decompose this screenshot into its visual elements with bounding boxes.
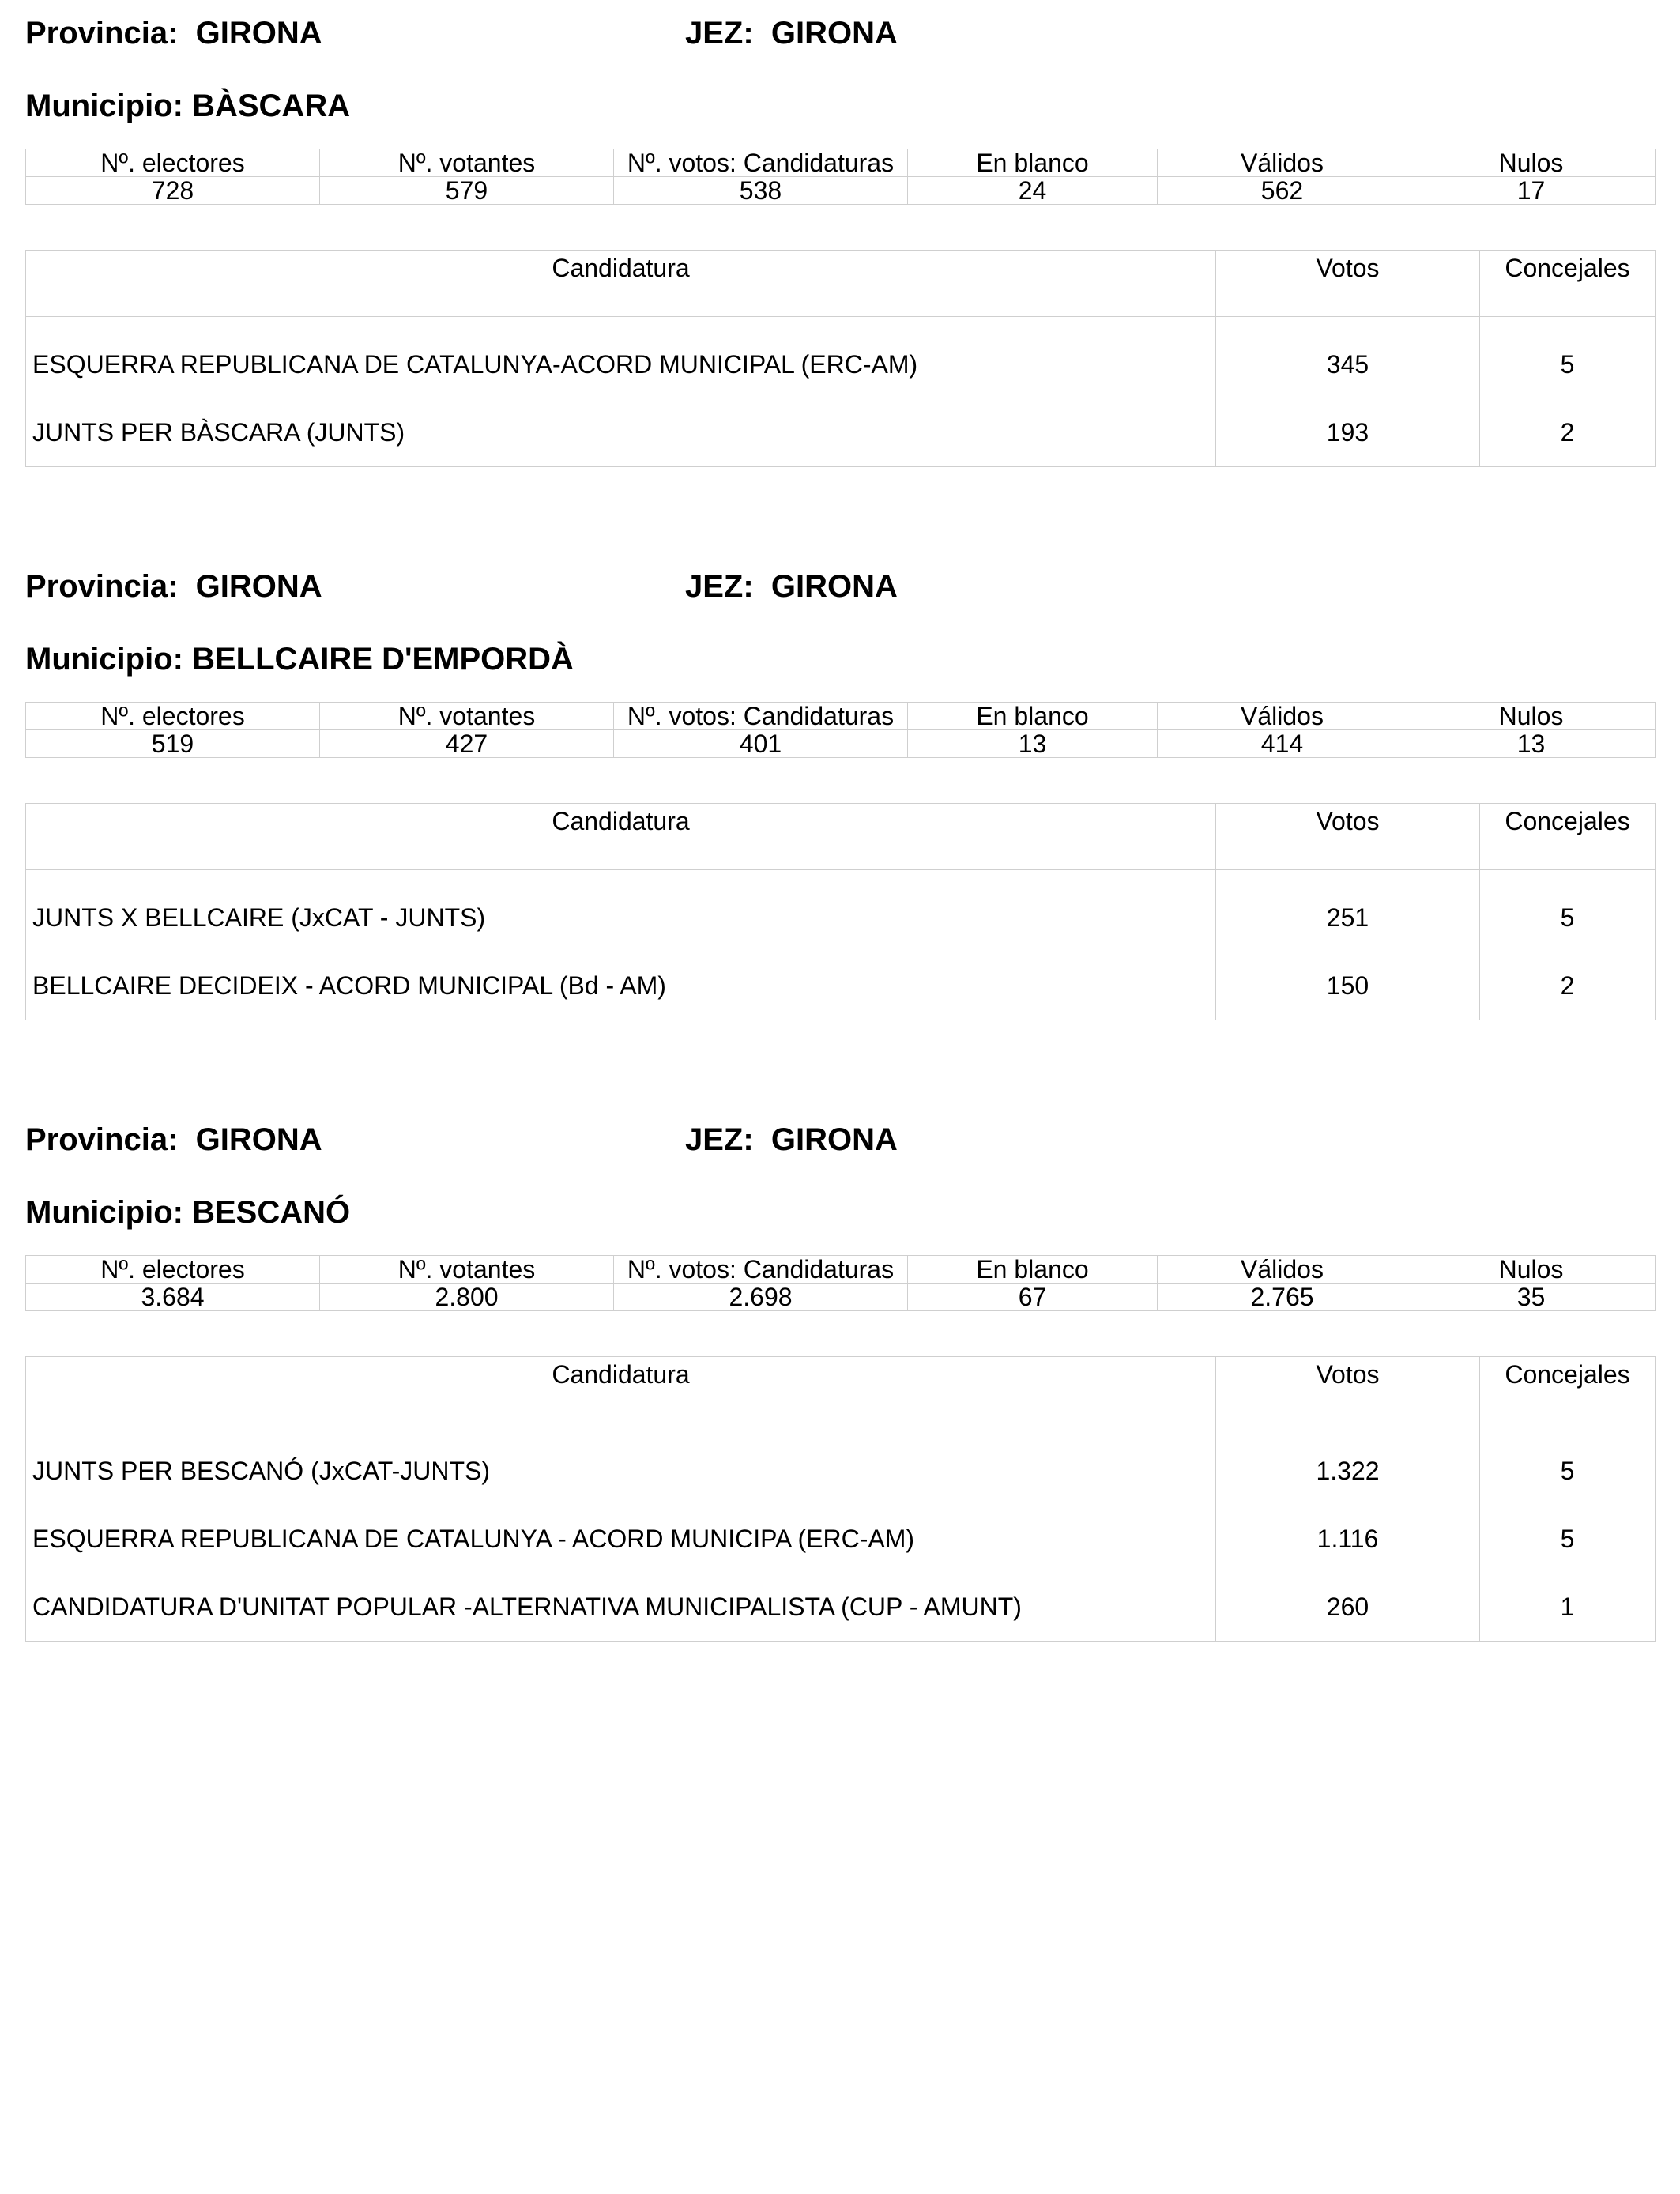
votos-value: 1.322: [1216, 1423, 1480, 1506]
votos-value: 1.116: [1216, 1505, 1480, 1573]
municipio-heading: [25, 642, 574, 677]
candidatura-name: CANDIDATURA D'UNITAT POPULAR -ALTERNATIVA MUNICIPALISTA (CUP - AMUNT): [32, 1592, 1022, 1621]
stats-table: [25, 1255, 1656, 1311]
candidatura-header: Candidatura: [26, 804, 1216, 870]
concejales-value: 5: [1480, 870, 1656, 952]
provincia-value: GIRONA: [195, 1122, 322, 1157]
section-header: [25, 569, 1655, 616]
stats-header: Nº. votos: Candidaturas: [614, 149, 908, 177]
municipio-label: Municipio:: [25, 1195, 183, 1230]
stats-value: 35: [1407, 1284, 1656, 1311]
jez-heading: [685, 569, 898, 605]
stats-value: 13: [908, 730, 1158, 758]
stats-value: 414: [1158, 730, 1407, 758]
stats-header: Nº. electores: [26, 1256, 320, 1284]
municipio-heading: [25, 1195, 350, 1231]
votos-value: 150: [1216, 952, 1480, 1020]
stats-table: [25, 702, 1656, 758]
jez-heading: [685, 16, 898, 51]
stats-header: Válidos: [1158, 1256, 1407, 1284]
table-row: [26, 317, 1656, 399]
table-row: [26, 1573, 1656, 1642]
section-bescano: [25, 1122, 1655, 1621]
votos-header: Votos: [1216, 804, 1480, 870]
municipio-label: Municipio:: [25, 642, 183, 677]
stats-value: 17: [1407, 177, 1656, 205]
stats-value: 13: [1407, 730, 1656, 758]
candidatura-name: JUNTS X BELLCAIRE (JxCAT - JUNTS): [32, 903, 486, 932]
stats-table: [25, 149, 1656, 205]
section-bascara: [25, 16, 1655, 447]
stats-value-row: [26, 177, 1656, 205]
stats-header: Nº. votos: Candidaturas: [614, 1256, 908, 1284]
stats-value: 2.698: [614, 1284, 908, 1311]
stats-value: 401: [614, 730, 908, 758]
stats-header: Nº. votos: Candidaturas: [614, 703, 908, 730]
stats-header: Nº. votantes: [320, 703, 614, 730]
jez-value: GIRONA: [770, 16, 898, 51]
jez-heading: [685, 1122, 898, 1158]
concejales-value: 5: [1480, 317, 1656, 399]
stats-value-row: [26, 730, 1656, 758]
table-row: [26, 398, 1656, 467]
concejales-header: Concejales: [1480, 1357, 1656, 1423]
table-row: [26, 1423, 1656, 1506]
concejales-value: 5: [1480, 1505, 1656, 1573]
stats-header: Nulos: [1407, 1256, 1656, 1284]
jez-label: JEZ:: [685, 16, 754, 51]
jez-label: JEZ:: [685, 1122, 754, 1157]
concejales-value: 5: [1480, 1423, 1656, 1506]
stats-value: 538: [614, 177, 908, 205]
stats-header: Válidos: [1158, 149, 1407, 177]
provincia-heading: [25, 569, 322, 605]
stats-value-row: [26, 1284, 1656, 1311]
stats-value: 562: [1158, 177, 1407, 205]
stats-header: Nº. votantes: [320, 1256, 614, 1284]
jez-value: GIRONA: [770, 569, 898, 604]
candidatura-name: ESQUERRA REPUBLICANA DE CATALUNYA-ACORD MUNICIPAL (ERC-AM): [32, 349, 918, 379]
votos-value: 260: [1216, 1573, 1480, 1642]
section-bellcaire: [25, 569, 1655, 1000]
provincia-label: Provincia:: [25, 16, 179, 51]
candidatura-name: BELLCAIRE DECIDEIX - ACORD MUNICIPAL (Bd - AM): [32, 971, 666, 1000]
candidaturas-header-row: [26, 251, 1656, 317]
municipio-value: BESCANÓ: [192, 1195, 351, 1230]
stats-header-row: [26, 149, 1656, 177]
candidaturas-table: [25, 803, 1656, 1020]
concejales-header: Concejales: [1480, 251, 1656, 317]
candidatura-name: JUNTS PER BESCANÓ (JxCAT-JUNTS): [32, 1456, 490, 1485]
stats-header: En blanco: [908, 703, 1158, 730]
candidatura-header: Candidatura: [26, 251, 1216, 317]
jez-value: GIRONA: [770, 1122, 898, 1157]
provincia-label: Provincia:: [25, 569, 179, 604]
concejales-header: Concejales: [1480, 804, 1656, 870]
votos-value: 345: [1216, 317, 1480, 399]
votos-header: Votos: [1216, 1357, 1480, 1423]
concejales-value: 2: [1480, 952, 1656, 1020]
stats-value: 579: [320, 177, 614, 205]
candidatura-header: Candidatura: [26, 1357, 1216, 1423]
candidaturas-table: [25, 250, 1656, 467]
municipio-value: BÀSCARA: [192, 89, 351, 123]
stats-value: 3.684: [26, 1284, 320, 1311]
stats-header-row: [26, 703, 1656, 730]
votos-value: 251: [1216, 870, 1480, 952]
candidatura-name: ESQUERRA REPUBLICANA DE CATALUNYA - ACORD MUNICIPA (ERC-AM): [32, 1524, 915, 1553]
stats-header: Nº. electores: [26, 149, 320, 177]
stats-value: 427: [320, 730, 614, 758]
table-row: [26, 1505, 1656, 1573]
concejales-value: 1: [1480, 1573, 1656, 1642]
concejales-value: 2: [1480, 398, 1656, 467]
stats-header: Nulos: [1407, 149, 1656, 177]
stats-header: Nº. electores: [26, 703, 320, 730]
municipio-heading: [25, 89, 350, 124]
table-row: [26, 870, 1656, 952]
candidaturas-table: [25, 1356, 1656, 1642]
stats-header-row: [26, 1256, 1656, 1284]
jez-label: JEZ:: [685, 569, 754, 604]
stats-value: 519: [26, 730, 320, 758]
candidaturas-header-row: [26, 1357, 1656, 1423]
section-header: [25, 1122, 1655, 1170]
provincia-value: GIRONA: [195, 569, 322, 604]
candidatura-name: JUNTS PER BÀSCARA (JUNTS): [32, 417, 405, 447]
stats-header: Válidos: [1158, 703, 1407, 730]
provincia-label: Provincia:: [25, 1122, 179, 1157]
stats-value: 24: [908, 177, 1158, 205]
provincia-value: GIRONA: [195, 16, 322, 51]
stats-value: 2.800: [320, 1284, 614, 1311]
stats-value: 67: [908, 1284, 1158, 1311]
stats-header: Nº. votantes: [320, 149, 614, 177]
stats-header: En blanco: [908, 1256, 1158, 1284]
provincia-heading: [25, 16, 322, 51]
municipio-label: Municipio:: [25, 89, 183, 123]
candidaturas-header-row: [26, 804, 1656, 870]
section-header: [25, 16, 1655, 63]
stats-header: Nulos: [1407, 703, 1656, 730]
votos-value: 193: [1216, 398, 1480, 467]
stats-value: 728: [26, 177, 320, 205]
municipio-value: BELLCAIRE D'EMPORDÀ: [192, 642, 574, 677]
provincia-heading: [25, 1122, 322, 1158]
stats-value: 2.765: [1158, 1284, 1407, 1311]
stats-header: En blanco: [908, 149, 1158, 177]
votos-header: Votos: [1216, 251, 1480, 317]
table-row: [26, 952, 1656, 1020]
